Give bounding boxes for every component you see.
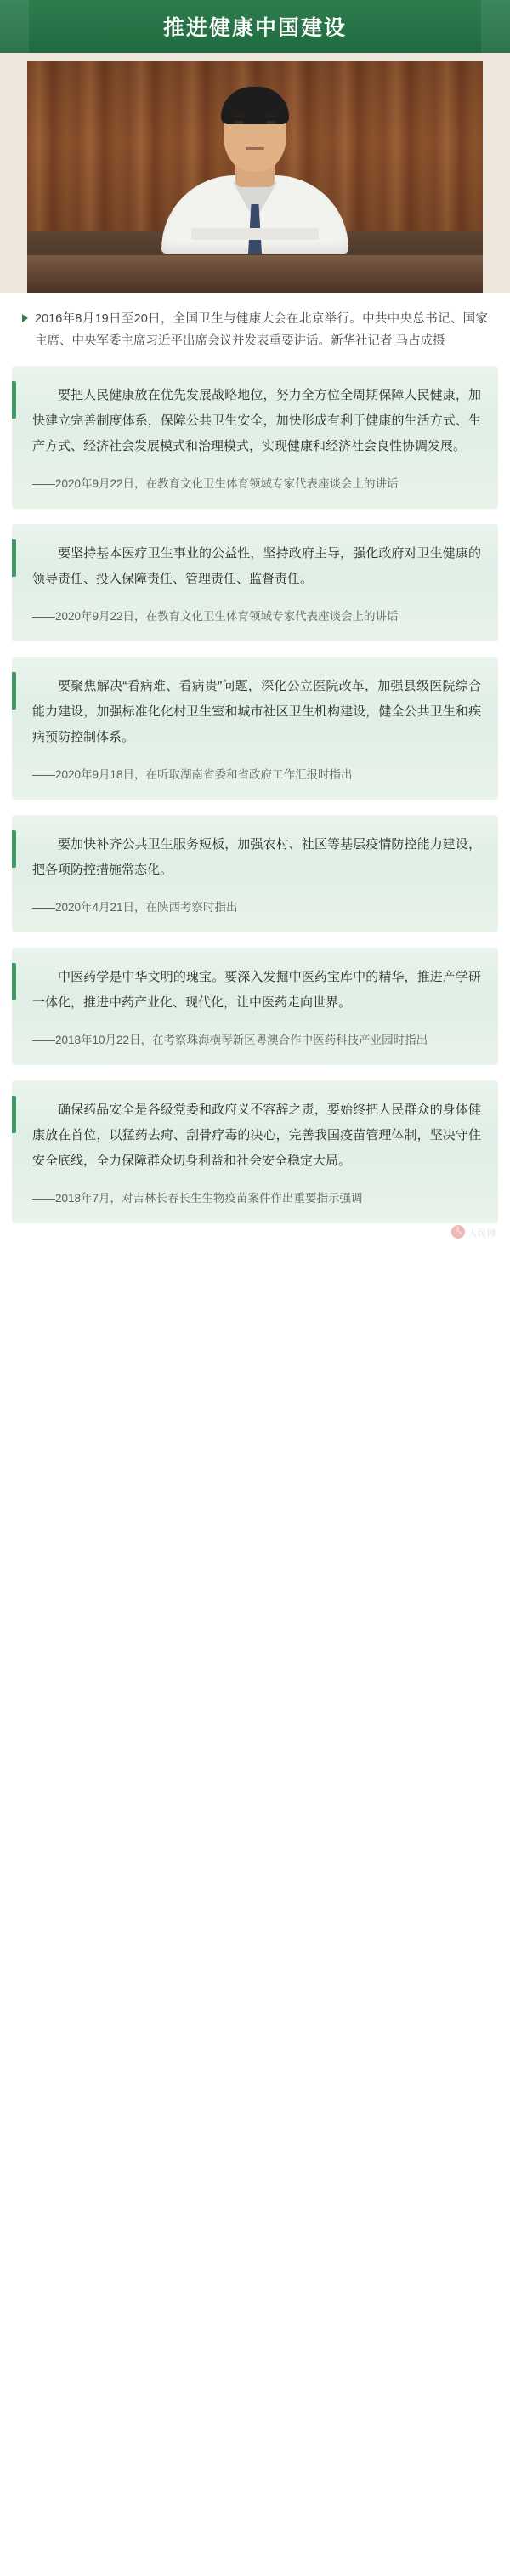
header-left-decoration	[0, 0, 29, 53]
quote-source: ——2020年9月18日，在听取湖南省委和省政府工作汇报时指出	[32, 768, 353, 781]
figure-eye	[235, 121, 244, 124]
caption-text: 2016年8月19日至20日，全国卫生与健康大会在北京举行。中共中央总书记、国家主席、中央军委主席习近平出席会议并发表重要讲话。新华社记者 马占成摄	[35, 312, 488, 348]
quote-text: 要加快补齐公共卫生服务短板，加强农村、社区等基层疫情防控能力建设，把各项防控措施常态化。	[32, 837, 481, 877]
quote-card	[12, 1080, 498, 1223]
quote-card	[12, 815, 498, 932]
quote-text: 要把人民健康放在优先发展战略地位，努力全方位全周期保障人民健康，加快建立完善制度体系，保障公共卫生安全，加快形成有利于健康的生活方式、生产方式、经济社会发展模式和治理模式，实现健康和经济社会良性协调发展。	[32, 388, 481, 453]
header-right-decoration	[481, 0, 510, 53]
quote-card	[12, 657, 498, 800]
triangle-bullet-icon	[22, 314, 28, 322]
figure-eyebrow	[233, 115, 245, 117]
photo-caption	[22, 308, 488, 352]
conference-speech-photo	[27, 61, 483, 293]
desk-papers	[191, 228, 319, 240]
quote-text: 要坚持基本医疗卫生事业的公益性，坚持政府主导，强化政府对卫生健康的领导责任、投入保障责任、管理责任、监督责任。	[32, 546, 481, 586]
quote-source: ——2020年4月21日，在陕西考察时指出	[32, 901, 238, 914]
quote-card	[12, 948, 498, 1065]
accent-bar	[12, 672, 16, 710]
figure-mouth	[246, 147, 264, 150]
quote-text: 中医药学是中华文明的瑰宝。要深入发掘中医药宝库中的精华，推进产学研一体化，推进中药产业化、现代化，让中医药走向世界。	[32, 970, 481, 1010]
quote-source: ——2020年9月22日，在教育文化卫生体育领域专家代表座谈会上的讲话	[32, 477, 399, 490]
desk-front-panel	[27, 255, 483, 293]
people-logo-icon	[451, 1225, 465, 1239]
figure-eyebrow	[265, 115, 277, 117]
quote-source: ——2018年10月22日，在考察珠海横琴新区粤澳合作中医药科技产业园时指出	[32, 1034, 428, 1046]
figure-eye	[266, 121, 275, 124]
watermark-text: 人民网	[468, 1228, 496, 1239]
quote-text: 确保药品安全是各级党委和政府义不容辞之责，要始终把人民群众的身体健康放在首位，以猛药去疴、刮骨疗毒的决心，完善我国疫苗管理体制，坚决守住安全底线，全力保障群众切身利益和社会安全稳定大局。	[32, 1103, 481, 1168]
accent-bar	[12, 1096, 16, 1133]
quote-source: ——2020年9月22日，在教育文化卫生体育领域专家代表座谈会上的讲话	[32, 610, 399, 623]
accent-bar	[12, 963, 16, 1000]
article-page	[0, 0, 510, 1247]
quote-text: 要聚焦解决“看病难、看病贵”问题，深化公立医院改革，加强县级医院综合能力建设，加强标准化化村卫生室和城市社区卫生机构建设，健全公共卫生和疾病预防控制体系。	[32, 679, 481, 744]
accent-bar	[12, 381, 16, 419]
quote-card	[12, 524, 498, 641]
caption-section	[0, 293, 510, 366]
page-header	[0, 0, 510, 53]
quote-source: ——2018年7月，对吉林长春长生生物疫苗案件作出重要指示强调	[32, 1192, 363, 1205]
accent-bar	[12, 539, 16, 577]
quote-card	[12, 366, 498, 509]
page-title: 推进健康中国建设	[162, 16, 347, 40]
accent-bar	[12, 830, 16, 868]
photo-section	[0, 53, 510, 293]
watermark	[451, 1225, 496, 1239]
quote-list	[0, 366, 510, 1223]
